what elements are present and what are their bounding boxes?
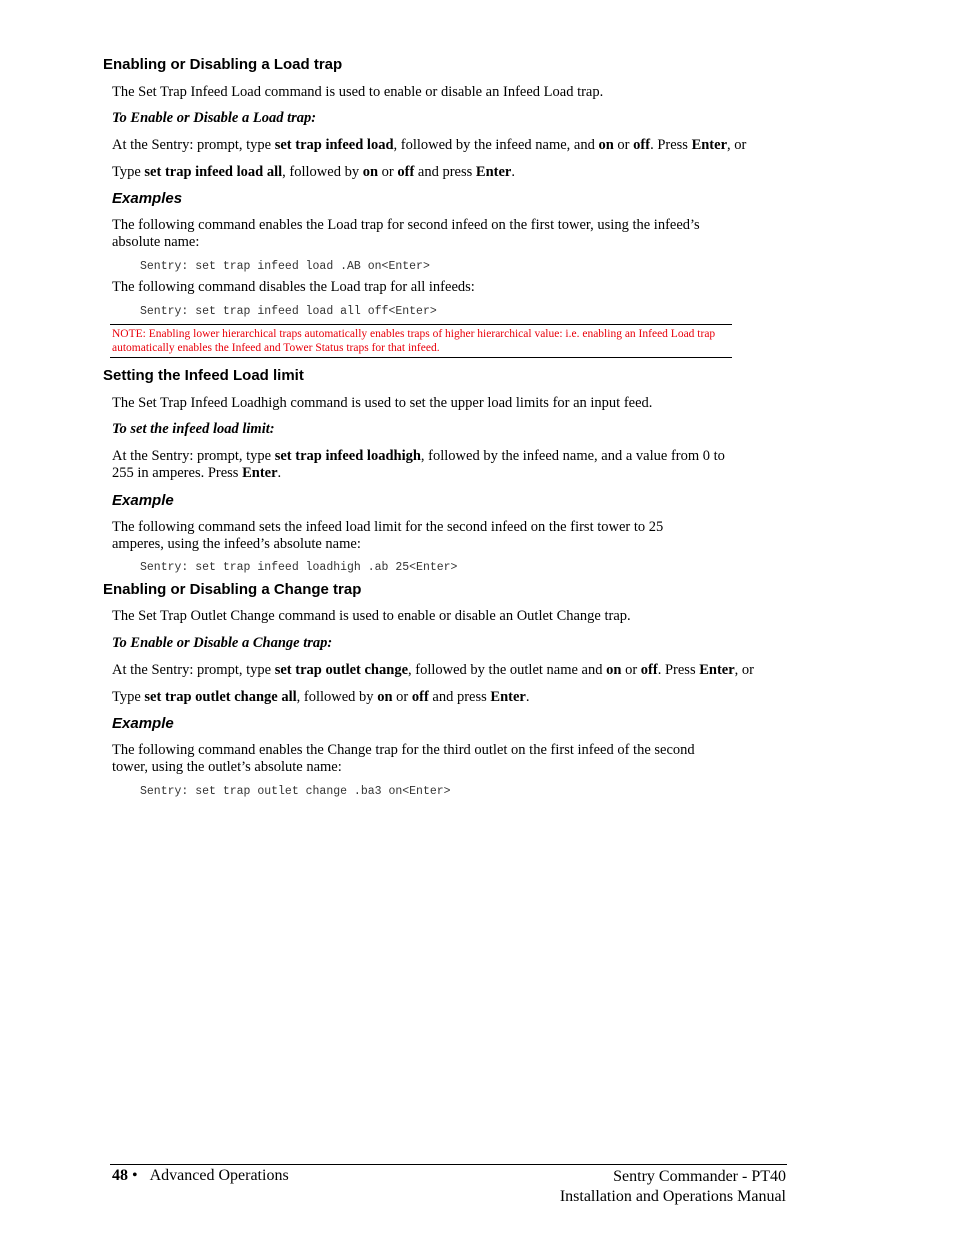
key: Enter — [699, 662, 735, 678]
procedure-step — [112, 137, 812, 154]
procedure-title: To Enable or Disable a Change trap: — [112, 635, 333, 651]
text: . — [511, 164, 515, 180]
section-heading-load-limit: Setting the Infeed Load limit — [103, 367, 304, 384]
page-number: 48 — [112, 1167, 128, 1184]
text: At the Sentry: prompt, type — [112, 448, 275, 464]
keyword: off — [397, 164, 415, 180]
text: . Press — [657, 662, 700, 678]
footer-rule — [110, 1164, 787, 1165]
keyword: on — [606, 662, 622, 678]
text: At the Sentry: prompt, type — [112, 137, 275, 153]
paragraph: The Set Trap Infeed Load command is used to enable or disable an Infeed Load trap. — [112, 84, 604, 100]
key: Enter — [490, 689, 526, 705]
section-heading-load-trap: Enabling or Disabling a Load trap — [103, 56, 343, 73]
text: Type — [112, 164, 145, 180]
procedure-step — [112, 662, 812, 679]
section-heading-change-trap: Enabling or Disabling a Change trap — [103, 581, 362, 598]
paragraph: The Set Trap Infeed Loadhigh command is used to set the upper load limits for an input feed. — [112, 395, 653, 411]
text: or — [378, 164, 398, 180]
procedure-title: To set the infeed load limit: — [112, 421, 275, 437]
text: . Press — [650, 137, 692, 153]
text: or — [621, 662, 641, 678]
examples-title: Examples — [112, 190, 183, 207]
footer-left — [112, 1167, 289, 1185]
keyword: off — [640, 662, 658, 678]
text: and press — [428, 689, 491, 705]
command: set trap infeed load all — [144, 164, 283, 180]
paragraph: The following command enables the Change trap for the third outlet on the first infeed of the second tower, using the outlet’s absolute name: — [112, 742, 695, 775]
footer-right — [560, 1167, 786, 1207]
key: Enter — [475, 164, 512, 180]
text: , followed by the infeed name, and — [393, 137, 599, 153]
procedure-step — [112, 689, 762, 706]
text: , followed by — [282, 164, 363, 180]
code-sample: Sentry: set trap outlet change .ba3 on<Enter> — [140, 785, 451, 798]
keyword: on — [377, 689, 393, 705]
note-box: NOTE: Enabling lower hierarchical traps automatically enables traps of higher hierarchical value: i.e. enabling an Infeed Load trap automatically enables the Infeed and Tower Status traps for that infeed. — [110, 324, 732, 358]
command: set trap infeed load — [274, 137, 394, 153]
text: or — [613, 137, 634, 153]
example-title: Example — [112, 492, 174, 509]
command: set trap outlet change — [274, 662, 408, 678]
code-sample: Sentry: set trap infeed loadhigh .ab 25<Enter> — [140, 561, 458, 574]
text: Type — [112, 689, 145, 705]
footer-product: Sentry Commander - PT40 — [613, 1168, 786, 1185]
footer-section: Advanced Operations — [149, 1167, 289, 1184]
procedure-step — [112, 448, 732, 482]
example-title: Example — [112, 715, 174, 732]
code-sample: Sentry: set trap infeed load all off<Enter> — [140, 305, 437, 318]
text: or — [392, 689, 412, 705]
text: . — [525, 689, 530, 705]
keyword: off — [633, 137, 651, 153]
text: , followed by — [296, 689, 378, 705]
paragraph: The Set Trap Outlet Change command is used to enable or disable an Outlet Change trap. — [112, 608, 631, 624]
code-sample: Sentry: set trap infeed load .AB on<Enter> — [140, 260, 430, 273]
text: , followed by the outlet name and — [408, 662, 607, 678]
keyword: off — [411, 689, 429, 705]
command: set trap infeed loadhigh — [274, 448, 421, 464]
footer-manual: Installation and Operations Manual — [559, 1188, 786, 1205]
keyword: on — [598, 137, 614, 153]
paragraph: The following command enables the Load trap for second infeed on the first tower, using the infeed’s absolute name: — [112, 217, 700, 250]
paragraph: The following command disables the Load trap for all infeeds: — [112, 279, 475, 295]
key: Enter — [242, 465, 278, 481]
command: set trap outlet change all — [144, 689, 297, 705]
text: , or — [734, 662, 754, 678]
procedure-title: To Enable or Disable a Load trap: — [112, 110, 317, 126]
text: , or — [727, 137, 747, 153]
text: , followed by the infeed name, and a value from 0 to 255 in amperes. Press — [112, 448, 725, 481]
keyword: on — [362, 164, 379, 180]
text: At the Sentry: prompt, type — [112, 662, 275, 678]
bullet-icon: • — [132, 1167, 138, 1184]
procedure-step — [112, 164, 762, 181]
paragraph: The following command sets the infeed load limit for the second infeed on the first tower to 25 amperes, using the infeed’s absolute name: — [112, 519, 664, 552]
text: . — [277, 465, 282, 481]
key: Enter — [691, 137, 727, 153]
text: and press — [414, 164, 476, 180]
